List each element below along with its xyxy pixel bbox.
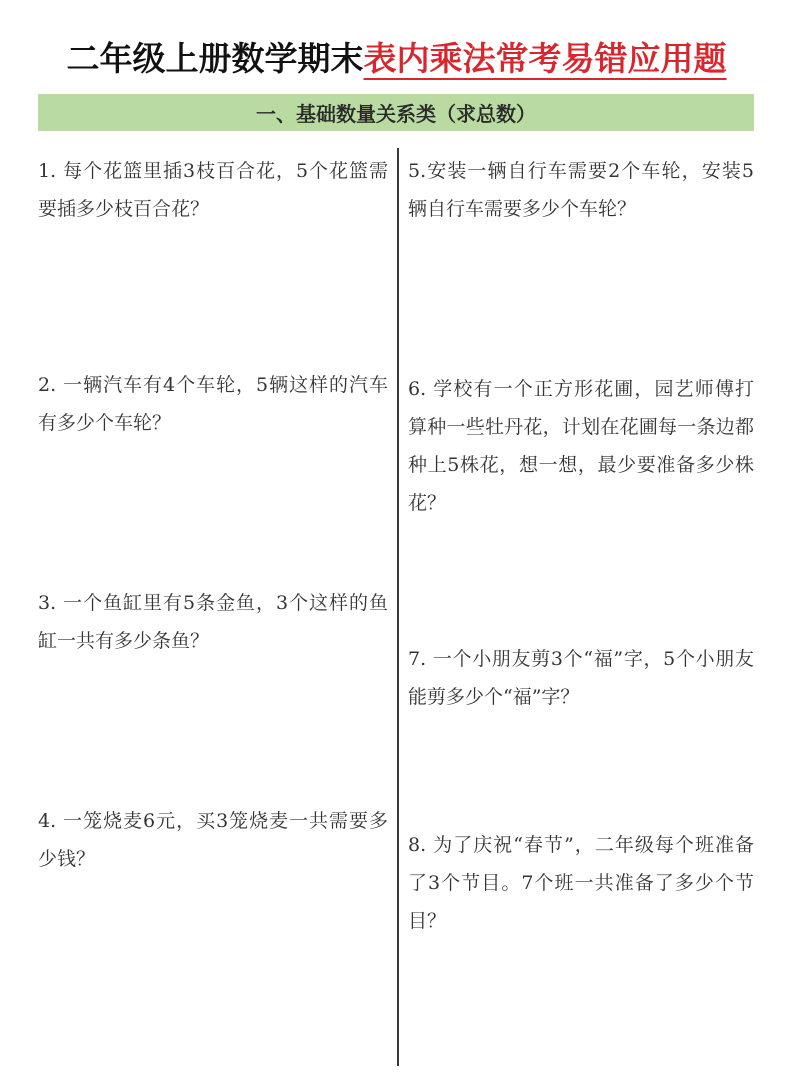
question-8: 8. 为了庆祝“春节”，二年级每个班准备了3个节目。7个班一共准备了多少个节目？ <box>408 834 754 932</box>
question-1: 1. 每个花篮里插3枝百合花，5个花篮需要插多少枝百合花？ <box>38 160 388 220</box>
section-banner <box>38 94 754 131</box>
page-title <box>0 36 793 82</box>
title-grade-part: 二年级上册数学期末 <box>66 39 364 78</box>
question-2: 2. 一辆汽车有4个车轮，5辆这样的汽车有多少个车轮？ <box>38 374 388 434</box>
section-title: 一、基础数量关系类（求总数） <box>256 102 536 126</box>
question-6: 6. 学校有一个正方形花圃，园艺师傅打算种一些牡丹花，计划在花圃每一条边都种上5株花，想一想，最少要准备多少株花？ <box>408 378 754 514</box>
question-3: 3. 一个鱼缸里有5条金鱼，3个这样的鱼缸一共有多少条鱼？ <box>38 592 388 652</box>
question-4: 4. 一笼烧麦6元，买3笼烧麦一共需要多少钱？ <box>38 810 388 870</box>
column-divider <box>397 148 399 1066</box>
question-7: 7. 一个小朋友剪3个“福”字，5个小朋友能剪多少个“福”字？ <box>408 648 754 708</box>
question-5: 5.安装一辆自行车需要2个车轮，安装5辆自行车需要多少个车轮？ <box>408 160 754 220</box>
title-topic-part: 表内乘法常考易错应用题 <box>363 39 727 78</box>
